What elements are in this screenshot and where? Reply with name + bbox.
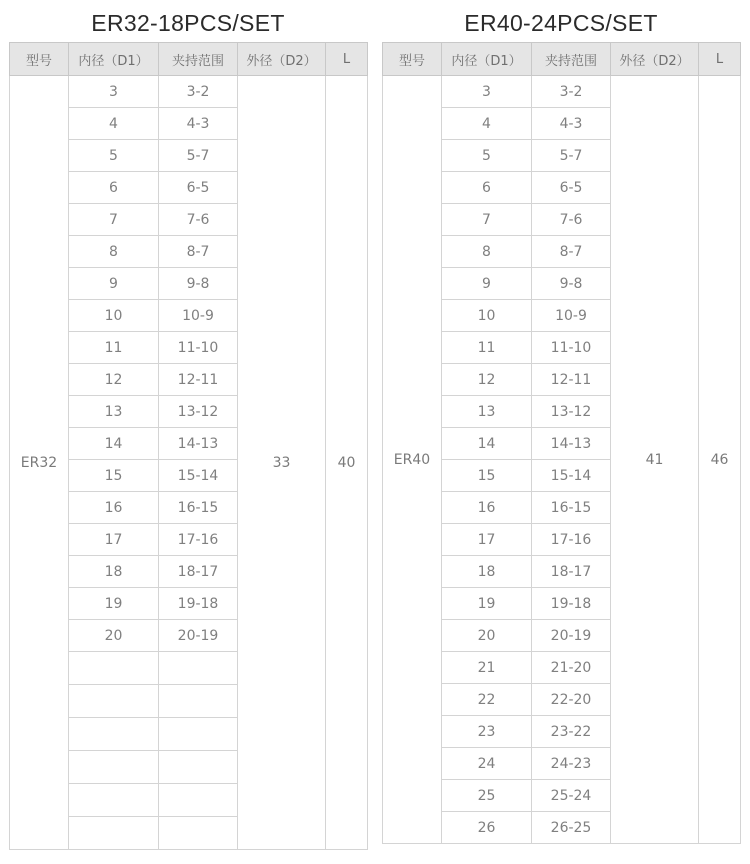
header-model: 型号 [383,43,442,76]
clamping-range-cell: 5-7 [159,140,238,172]
inner-diameter-cell: 8 [442,236,532,268]
header-clamping-range: 夹持范围 [532,43,611,76]
clamping-range-cell: 9-8 [159,268,238,300]
clamping-range-cell: 12-11 [532,364,611,396]
inner-diameter-cell: 16 [442,492,532,524]
clamping-range-cell: 11-10 [159,332,238,364]
model-cell: ER40 [383,76,442,844]
clamping-range-cell: 5-7 [532,140,611,172]
inner-diameter-cell [69,784,159,817]
length-cell: 40 [326,76,368,850]
inner-diameter-cell: 20 [69,620,159,652]
header-model: 型号 [10,43,69,76]
clamping-range-cell: 3-2 [159,76,238,108]
inner-diameter-cell: 6 [442,172,532,204]
inner-diameter-cell: 8 [69,236,159,268]
inner-diameter-cell: 5 [442,140,532,172]
inner-diameter-cell: 26 [442,812,532,844]
inner-diameter-cell [69,751,159,784]
inner-diameter-cell: 9 [442,268,532,300]
inner-diameter-cell: 7 [69,204,159,236]
clamping-range-cell: 4-3 [159,108,238,140]
inner-diameter-cell: 17 [442,524,532,556]
clamping-range-cell: 23-22 [532,716,611,748]
clamping-range-cell: 4-3 [532,108,611,140]
clamping-range-cell: 21-20 [532,652,611,684]
inner-diameter-cell: 19 [69,588,159,620]
inner-diameter-cell [69,652,159,685]
clamping-range-cell: 25-24 [532,780,611,812]
clamping-range-cell: 8-7 [532,236,611,268]
inner-diameter-cell: 6 [69,172,159,204]
clamping-range-cell: 3-2 [532,76,611,108]
inner-diameter-cell: 14 [442,428,532,460]
inner-diameter-cell: 14 [69,428,159,460]
clamping-range-cell: 11-10 [532,332,611,364]
inner-diameter-cell [69,718,159,751]
er40-spec-table [382,42,741,844]
inner-diameter-cell: 3 [442,76,532,108]
inner-diameter-cell: 10 [442,300,532,332]
inner-diameter-cell: 25 [442,780,532,812]
table-row [383,76,741,108]
table-header-row [10,43,368,76]
clamping-range-cell: 15-14 [532,460,611,492]
clamping-range-cell [159,685,238,718]
clamping-range-cell: 12-11 [159,364,238,396]
inner-diameter-cell: 4 [69,108,159,140]
header-inner-diameter: 内径（D1） [69,43,159,76]
header-inner-diameter: 内径（D1） [442,43,532,76]
clamping-range-cell: 14-13 [159,428,238,460]
clamping-range-cell [159,751,238,784]
clamping-range-cell: 6-5 [159,172,238,204]
clamping-range-cell: 18-17 [159,556,238,588]
clamping-range-cell [159,652,238,685]
table-row [10,76,368,108]
clamping-range-cell: 8-7 [159,236,238,268]
inner-diameter-cell: 24 [442,748,532,780]
inner-diameter-cell: 22 [442,684,532,716]
outer-diameter-cell: 41 [611,76,699,844]
clamping-range-cell: 14-13 [532,428,611,460]
inner-diameter-cell: 3 [69,76,159,108]
inner-diameter-cell: 18 [69,556,159,588]
clamping-range-cell: 24-23 [532,748,611,780]
clamping-range-cell: 20-19 [159,620,238,652]
clamping-range-cell: 17-16 [532,524,611,556]
inner-diameter-cell: 11 [442,332,532,364]
inner-diameter-cell: 21 [442,652,532,684]
clamping-range-cell: 7-6 [532,204,611,236]
er32-spec-table [9,42,368,850]
header-clamping-range: 夹持范围 [159,43,238,76]
table-header-row [383,43,741,76]
model-cell: ER32 [10,76,69,850]
clamping-range-cell: 19-18 [159,588,238,620]
clamping-range-cell: 19-18 [532,588,611,620]
inner-diameter-cell: 4 [442,108,532,140]
inner-diameter-cell: 20 [442,620,532,652]
inner-diameter-cell: 17 [69,524,159,556]
inner-diameter-cell: 10 [69,300,159,332]
clamping-range-cell: 20-19 [532,620,611,652]
inner-diameter-cell: 23 [442,716,532,748]
clamping-range-cell [159,784,238,817]
header-outer-diameter: 外径（D2） [611,43,699,76]
clamping-range-cell: 16-15 [532,492,611,524]
inner-diameter-cell [69,817,159,850]
clamping-range-cell: 7-6 [159,204,238,236]
clamping-range-cell: 13-12 [532,396,611,428]
inner-diameter-cell: 18 [442,556,532,588]
er32-set-title: ER32-18PCS/SET [91,10,285,36]
inner-diameter-cell: 9 [69,268,159,300]
length-cell: 46 [699,76,741,844]
inner-diameter-cell: 13 [69,396,159,428]
inner-diameter-cell [69,685,159,718]
inner-diameter-cell: 13 [442,396,532,428]
header-length: L [326,43,368,76]
clamping-range-cell: 18-17 [532,556,611,588]
inner-diameter-cell: 11 [69,332,159,364]
clamping-range-cell: 17-16 [159,524,238,556]
inner-diameter-cell: 15 [442,460,532,492]
clamping-range-cell: 10-9 [532,300,611,332]
clamping-range-cell: 9-8 [532,268,611,300]
inner-diameter-cell: 19 [442,588,532,620]
header-outer-diameter: 外径（D2） [238,43,326,76]
clamping-range-cell: 16-15 [159,492,238,524]
clamping-range-cell: 10-9 [159,300,238,332]
clamping-range-cell [159,718,238,751]
inner-diameter-cell: 15 [69,460,159,492]
clamping-range-cell: 22-20 [532,684,611,716]
inner-diameter-cell: 5 [69,140,159,172]
inner-diameter-cell: 12 [69,364,159,396]
clamping-range-cell: 26-25 [532,812,611,844]
inner-diameter-cell: 16 [69,492,159,524]
inner-diameter-cell: 7 [442,204,532,236]
clamping-range-cell [159,817,238,850]
clamping-range-cell: 6-5 [532,172,611,204]
header-length: L [699,43,741,76]
outer-diameter-cell: 33 [238,76,326,850]
clamping-range-cell: 13-12 [159,396,238,428]
er40-set-title: ER40-24PCS/SET [464,10,658,36]
clamping-range-cell: 15-14 [159,460,238,492]
inner-diameter-cell: 12 [442,364,532,396]
